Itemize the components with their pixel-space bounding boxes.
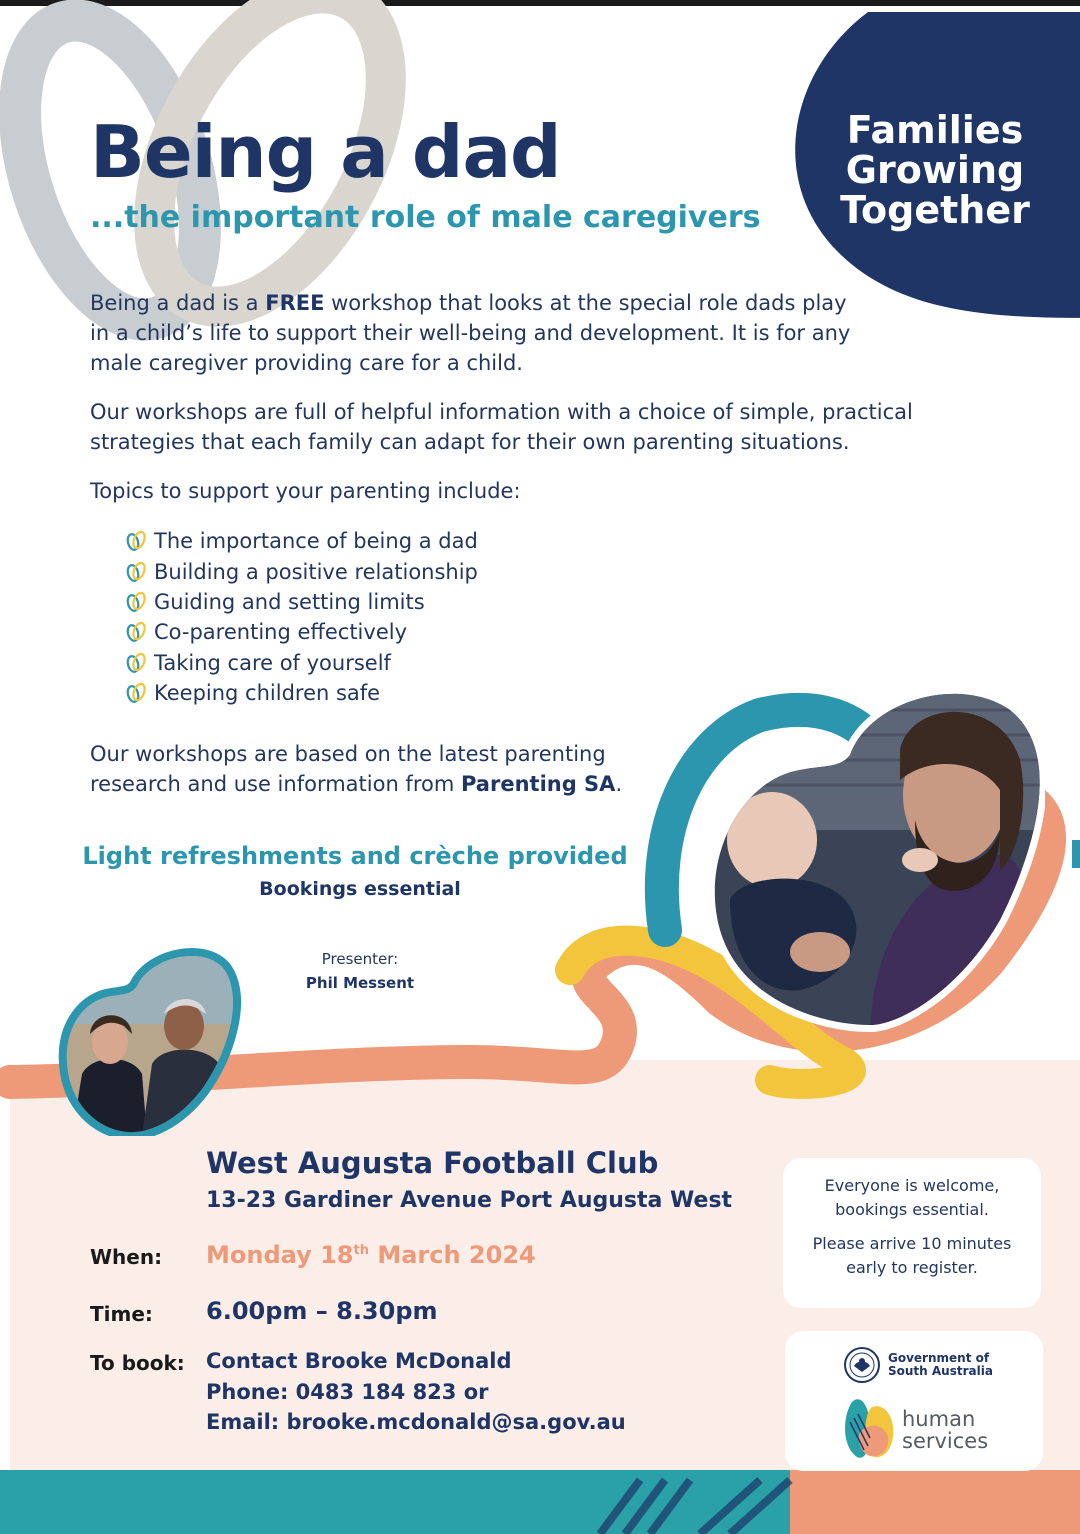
welcome-text: Everyone is welcome, bookings essential. xyxy=(824,1176,1000,1219)
intro-text: Being a dad is a xyxy=(90,291,266,315)
loop-bullet-icon xyxy=(124,681,148,705)
book-label: To book: xyxy=(90,1351,185,1375)
date-day: Monday 18 xyxy=(206,1241,354,1269)
presenter-label: Presenter: xyxy=(321,950,399,968)
badge-line: Growing xyxy=(845,148,1025,192)
when-label: When: xyxy=(90,1245,163,1269)
list-item xyxy=(124,648,478,678)
topic-label: The importance of being a dad xyxy=(154,529,478,554)
loop-bullet-icon xyxy=(124,529,148,553)
father-baby-photo xyxy=(700,680,1045,1040)
topic-label: Building a positive relationship xyxy=(154,559,478,584)
loop-bullet-icon xyxy=(124,620,148,644)
contact-phone[interactable]: Phone: 0483 184 823 or xyxy=(206,1380,489,1404)
bookings-note: Bookings essential xyxy=(259,878,461,900)
topic-label: Guiding and setting limits xyxy=(154,589,425,614)
venue-name: West Augusta Football Club xyxy=(206,1146,659,1180)
venue-address: 13-23 Gardiner Avenue Port Augusta West xyxy=(206,1188,733,1213)
topics-heading: Topics to support your parenting include: xyxy=(90,479,521,503)
topic-label: Co-parenting effectively xyxy=(154,620,407,645)
date-rest: March 2024 xyxy=(368,1241,536,1269)
badge-line: Together xyxy=(840,188,1030,232)
human-services-logo-icon xyxy=(842,1392,898,1462)
list-item xyxy=(124,556,478,586)
arrival-text: Please arrive 10 minutes early to register. xyxy=(812,1234,1012,1277)
research-text: Our workshops are based on the latest parenting research and use information from xyxy=(90,742,606,796)
research-text: . xyxy=(615,772,623,796)
grandparent-photo xyxy=(52,944,242,1136)
badge-line: Families xyxy=(846,108,1024,152)
page-title: Being a dad xyxy=(90,110,561,194)
contact-name: Contact Brooke McDonald xyxy=(206,1349,512,1373)
intro-paragraph-2: Our workshops are full of helpful information with a choice of simple, practical strategies that each family can adapt for their own parenting situations. xyxy=(90,400,913,454)
research-paragraph xyxy=(90,739,650,799)
time-label: Time: xyxy=(90,1302,153,1326)
loop-bullet-icon xyxy=(124,560,148,584)
topics-list xyxy=(124,526,478,708)
list-item xyxy=(124,617,478,647)
list-item xyxy=(124,587,478,617)
free-emphasis: FREE xyxy=(265,291,325,315)
footer-strip-coral xyxy=(790,1470,1080,1534)
date-suffix: th xyxy=(353,1243,369,1258)
loop-bullet-icon xyxy=(124,651,148,675)
topic-label: Taking care of yourself xyxy=(154,650,391,675)
gov-line: South Australia xyxy=(888,1364,993,1378)
hs-line: services xyxy=(902,1429,989,1453)
event-date xyxy=(206,1241,536,1269)
gov-line: Government of xyxy=(888,1351,990,1365)
loop-bullet-icon xyxy=(124,590,148,614)
government-crest-icon xyxy=(843,1346,881,1384)
contact-email[interactable]: Email: brooke.mcdonald@sa.gov.au xyxy=(206,1410,626,1434)
page-subtitle: ...the important role of male caregivers xyxy=(90,200,761,235)
refreshments-note: Light refreshments and crèche provided xyxy=(82,842,628,870)
intro-paragraph-1 xyxy=(90,288,860,378)
badge-text xyxy=(826,110,1044,230)
human-services-text xyxy=(902,1408,988,1452)
parenting-sa-emphasis: Parenting SA xyxy=(460,772,616,796)
presenter-name: Phil Messent xyxy=(305,974,415,992)
list-item xyxy=(124,678,478,708)
list-item xyxy=(124,526,478,556)
government-logo-text xyxy=(888,1352,993,1378)
intro-text: workshop that looks at the special role dads play in a child’s life to support their well-being and development. It is for any male caregiver providing care for a child. xyxy=(90,291,851,375)
event-time: 6.00pm – 8.30pm xyxy=(206,1297,438,1325)
topic-label: Keeping children safe xyxy=(154,681,381,706)
hs-line: human xyxy=(902,1407,976,1431)
welcome-info-box xyxy=(783,1158,1041,1308)
